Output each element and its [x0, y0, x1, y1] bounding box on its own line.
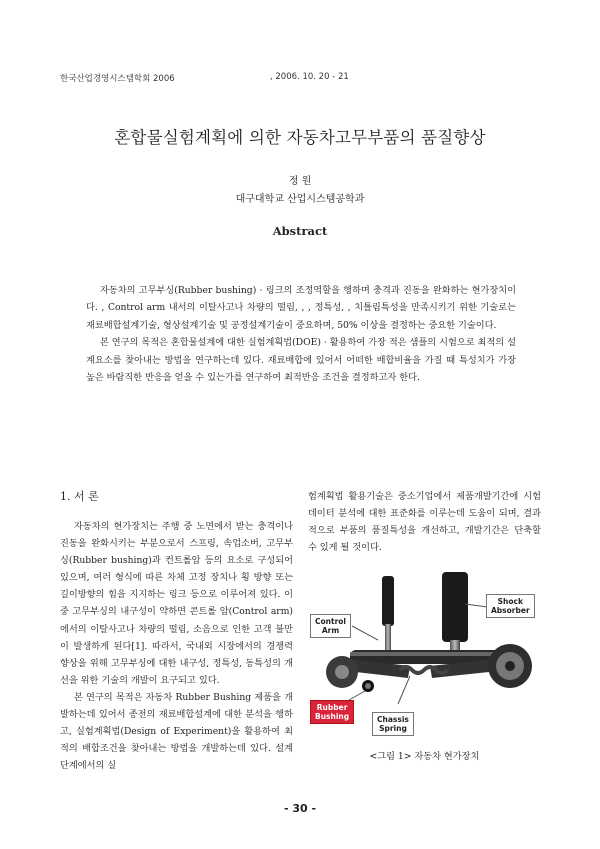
section-heading: 1. 서 론: [60, 490, 99, 503]
body-paragraph: 자동차의 현가장치는 주행 중 노면에서 받는 충격이나 진동을 완화시키는 부분으로서 스프링, 속업소버, 고무부싱(Rubber bushing)과 컨트롤암 등의 요소로 구성되어 있으며, 여러 형식에 따른 차체 고정 장치나 횡 방향 또는 길이방향의 힘을 지지하는 링크 등으로 이루어져 있다. 이 중 고무부싱의 내구성이 약하면 콘트롤 암(Control arm)에서의 이탈사고나 차량의 떨림, 소음으로 인한 고객 불만이 발생하게 된다[1]. 따라서, 국내외 시장에서의 경쟁력 향상을 위해 고무부싱에 대한 내구성, 정특성, 동특성의 개선을 위한 기술의 개발이 요구되고 있다.: [60, 521, 293, 686]
header-date: , 2006. 10. 20 - 21: [270, 72, 349, 82]
label-rubber-bushing: Rubber Bushing: [310, 700, 354, 724]
body-paragraph: 본 연구의 목적은 자동차 Rubber Bushing 제품을 개발하는데 있어서 종전의 재료배합설계에 대한 분석을 행하고, 실험계획법(Design of Experiment)을 활용하여 최적의 배합조건을 찾아내는 방법을 개발하는데 있다. 설계단계에서의 실: [60, 691, 293, 772]
body-paragraph: 험계획법 활용기술은 중소기업에서 제품개발기간에 시험데이터 분석에 대한 표준화를 이루는데 도움이 되며, 결과적으로 부품의 품질특성을 개선하고, 개발기간은 단축할 수 있게 될 것이다.: [308, 491, 541, 554]
label-shock-absorber: Shock Absorber: [486, 594, 535, 618]
abstract-body: [86, 282, 516, 386]
abstract-heading: Abstract: [272, 224, 328, 238]
abstract-paragraph: 본 연구의 목적은 혼합물설계에 대한 실험계획법(DOE) · 활용하여 가장 적은 샘플의 시험으로 최적의 설계요소를 찾아내는 방법을 연구하는데 있다. 재료배합에 있어서 어떠한 배합비율을 가질 때 특성치가 가장 높은 바람직한 반응을 얻을 수 있는가를 연구하여 최적반응 조건을 결정하고자 한다.: [86, 337, 516, 384]
author: 정 원: [288, 176, 312, 187]
header-journal: 한국산업경영시스템학회 2006: [60, 74, 175, 84]
figure-caption: <그림 1> 자동차 현가장치: [369, 751, 480, 762]
left-column: [60, 518, 293, 774]
right-column: [308, 488, 541, 556]
label-control-arm: Control Arm: [310, 614, 351, 638]
page-number: - 30 -: [283, 802, 317, 815]
suspension-figure: [310, 566, 542, 738]
paper-title: 혼합물실험계획에 의한 자동차고무부품의 품질향상: [114, 128, 486, 147]
affiliation: 대구대학교 산업시스템공학과: [235, 194, 365, 205]
label-chassis-spring: Chassis Spring: [372, 712, 414, 736]
abstract-paragraph: 자동차의 고무부싱(Rubber bushing) · 링크의 조정역할을 행하며 충격과 진동을 완화하는 현가장치이다. , Control arm 내서의 이탈사고나 차량의 떨림, , , 정특성, , 치틀림특성을 만족시키기 위한 기술로는 재료배합설계기술, 형상설계기술 및 공정설계기술이 중요하며, 50% 이상을 결정하는 중요한 기술이다.: [86, 285, 516, 331]
